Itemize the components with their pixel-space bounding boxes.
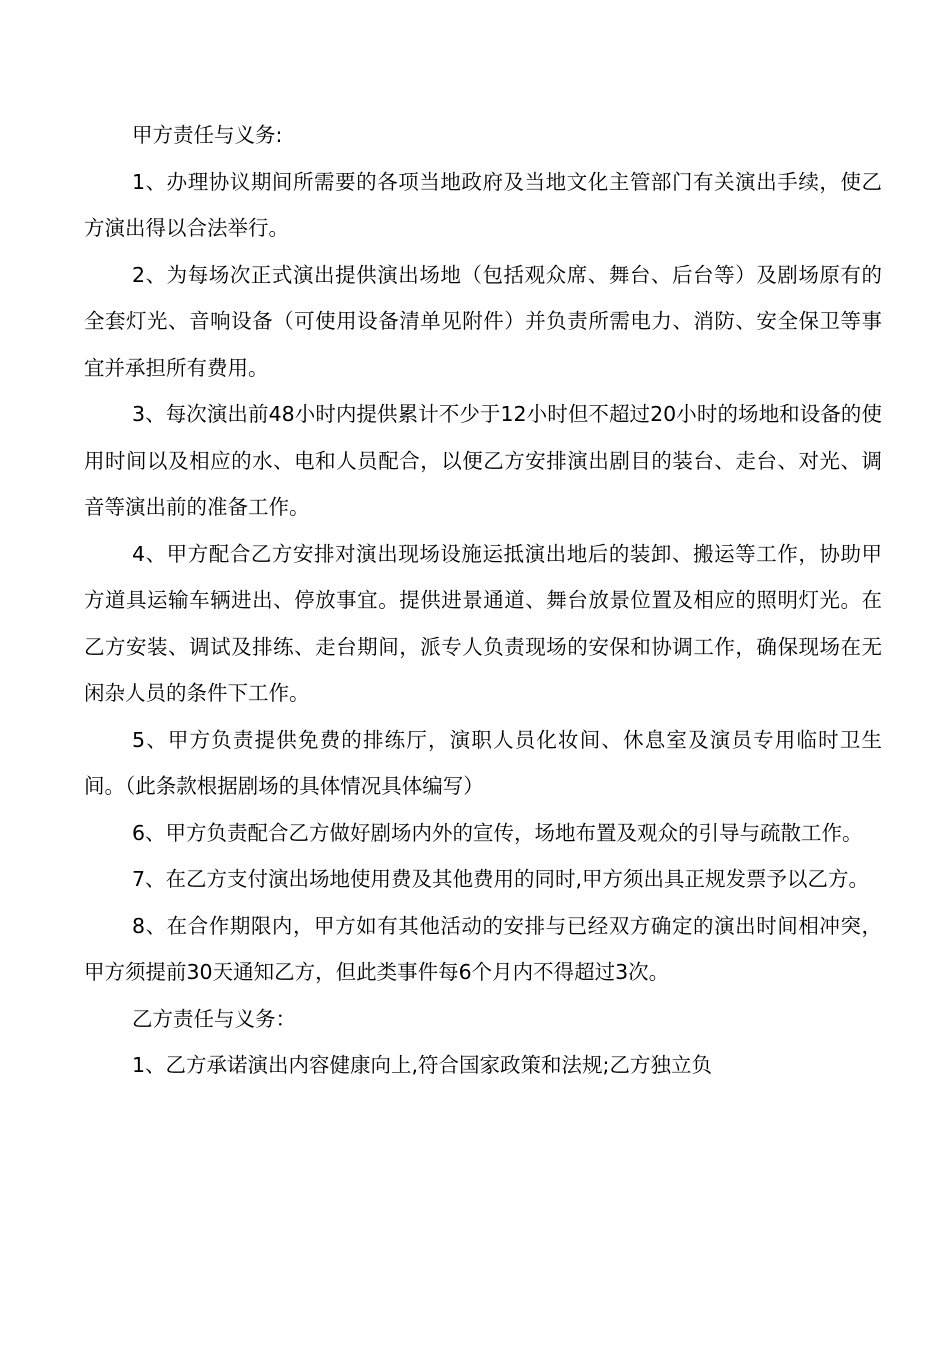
party-a-item-3: 3、每次演出前48小时内提供累计不少于12小时但不超过20小时的场地和设备的使用时间以及相应的水、电和人员配合，以便乙方安排演出剧目的装台、走台、对光、调音等演出前的准备工作。	[84, 402, 882, 519]
party-a-heading: 甲方责任与义务:	[132, 123, 283, 147]
party-a-item-2: 2、为每场次正式演出提供演出场地（包括观众席、舞台、后台等）及剧场原有的全套灯光、音响设备（可使用设备清单见附件）并负责所需电力、消防、安全保卫等事宜并承担所有费用。	[84, 262, 882, 380]
party-a-item-5: 5、甲方负责提供免费的排练厅，演职人员化妆间、休息室及演员专用临时卫生间。（此条款根据剧场的具体情况具体编写）	[84, 727, 882, 798]
party-a-item-8: 8、在合作期限内，甲方如有其他活动的安排与已经双方确定的演出时间相冲突，甲方须提前30天通知乙方，但此类事件每6个月内不得超过3次。	[84, 913, 882, 984]
party-b-item-1: 1、乙方承诺演出内容健康向上,符合国家政策和法规;乙方独立负	[132, 1053, 712, 1077]
party-a-item-7: 7、在乙方支付演出场地使用费及其他费用的同时,甲方须出具正规发票予以乙方。	[132, 867, 870, 891]
party-b-heading: 乙方责任与义务：	[132, 1006, 296, 1031]
party-a-item-6: 6、甲方负责配合乙方做好剧场内外的宣传，场地布置及观众的引导与疏散工作。	[132, 820, 863, 845]
document-body	[84, 112, 882, 1089]
party-a-item-1: 1、办理协议期间所需要的各项当地政府及当地文化主管部门有关演出手续，使乙方演出得以合法举行。	[84, 169, 882, 240]
party-a-item-4: 4、甲方配合乙方安排对演出现场设施运抵演出地后的装卸、搬运等工作，协助甲方道具运输车辆进出、停放事宜。提供进景通道、舞台放景位置及相应的照明灯光。在乙方安装、调试及排练、走台期间，派专人负责现场的安保和协调工作，确保现场在无闲杂人员的条件下工作。	[84, 541, 882, 705]
